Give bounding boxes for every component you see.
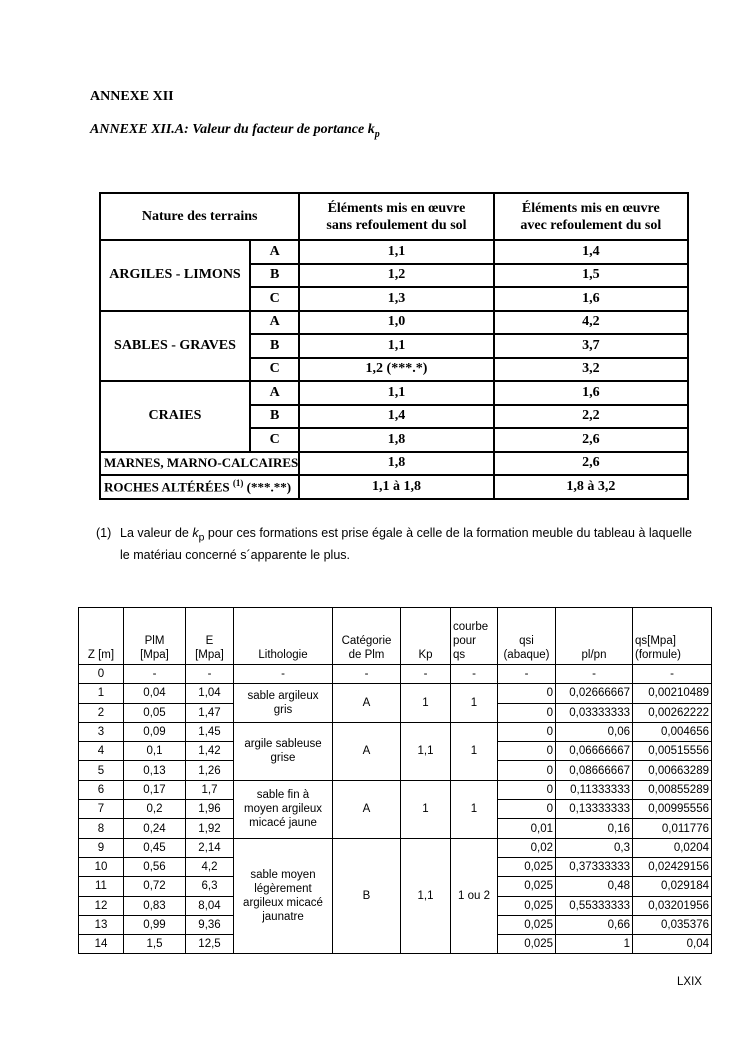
kp-value-sans: 1,1 [299, 240, 493, 264]
cell-lithologie [234, 780, 333, 838]
cell-qsi: 0,025 [498, 935, 556, 954]
cell-e: 1,7 [186, 780, 234, 799]
header-e-line1: E [205, 635, 214, 647]
lith-line: argile sableuse [244, 738, 322, 751]
kp-header-nature: Nature des terrains [100, 193, 299, 240]
kp-header-sans-line2: sans refoulement du sol [326, 217, 467, 233]
cell-pim: 0,1 [124, 742, 186, 761]
cell-categorie: A [333, 780, 401, 838]
cell-categorie: - [333, 665, 401, 684]
cell-qs: 0,00210489 [633, 684, 712, 703]
page-number: LXIX [677, 976, 702, 988]
cell-qs: 0,011776 [633, 819, 712, 838]
kp-category: B [250, 334, 299, 358]
cell-courbe: 1 [451, 684, 498, 723]
cell-z: 13 [79, 915, 124, 934]
kp-value-avec: 1,5 [494, 264, 688, 288]
cell-lithologie [234, 838, 333, 954]
cell-pim: 0,24 [124, 819, 186, 838]
cell-kp: 1 [401, 780, 451, 838]
lith-line: argileux micacé [243, 897, 323, 910]
cell-courbe: 1 ou 2 [451, 838, 498, 954]
header-categorie [333, 608, 401, 665]
header-e-line2: [Mpa] [195, 649, 224, 661]
cell-e: 1,42 [186, 742, 234, 761]
kp-value-avec: 1,8 à 3,2 [494, 475, 688, 499]
cell-qsi: 0 [498, 703, 556, 722]
header-qs [633, 608, 712, 665]
cell-pim: 0,99 [124, 915, 186, 934]
header-qs-line2: (formule) [635, 649, 682, 661]
kp-value-avec: 3,7 [494, 334, 688, 358]
kp-value-sans: 1,1 [299, 334, 493, 358]
footnote-text-before: La valeur de [120, 526, 193, 540]
cell-kp: 1 [401, 684, 451, 723]
header-courbe-line3: qs [453, 649, 466, 661]
lith-line: sable argileux [247, 690, 319, 703]
cell-pim: 0,04 [124, 684, 186, 703]
cell-pim: 0,05 [124, 703, 186, 722]
table-row [79, 780, 712, 799]
header-e [186, 608, 234, 665]
cell-categorie: B [333, 838, 401, 954]
cell-qs: 0,03201956 [633, 896, 712, 915]
cell-qs: 0,004656 [633, 722, 712, 741]
footnote-number: (1) [96, 526, 112, 540]
cell-qs: 0,00855289 [633, 780, 712, 799]
annex-subtitle-subscript: p [374, 128, 380, 140]
annex-subtitle [90, 122, 380, 140]
cell-qsi: 0,025 [498, 877, 556, 896]
cell-e: 1,92 [186, 819, 234, 838]
header-kp: Kp [401, 608, 451, 665]
kp-group-name: ARGILES - LIMONS [100, 240, 250, 311]
cell-qsi: 0,025 [498, 896, 556, 915]
header-categorie-line1: Catégorie [341, 635, 392, 647]
kp-category: A [250, 381, 299, 405]
header-qsi [498, 608, 556, 665]
kp-roches-name [100, 475, 299, 499]
cell-plpn: 0,55333333 [556, 896, 633, 915]
cell-pim: 0,56 [124, 857, 186, 876]
cell-qs: 0,00515556 [633, 742, 712, 761]
cell-qs: 0,00262222 [633, 703, 712, 722]
kp-header-row [100, 193, 688, 240]
header-pim [124, 608, 186, 665]
lith-line: moyen argileux [244, 803, 322, 816]
kp-category: C [250, 428, 299, 452]
cell-pim: 0,2 [124, 800, 186, 819]
header-courbe-line1: courbe [453, 621, 489, 633]
cell-plpn: 0,48 [556, 877, 633, 896]
cell-pim: 0,83 [124, 896, 186, 915]
footnote-k-sub: p [198, 532, 205, 544]
cell-e: 1,04 [186, 684, 234, 703]
cell-qsi: 0,025 [498, 915, 556, 934]
cell-plpn: 0,13333333 [556, 800, 633, 819]
footnote-k: k [192, 526, 199, 540]
cell-pim: - [124, 665, 186, 684]
kp-value-avec: 2,6 [494, 452, 688, 476]
kp-value-sans: 1,4 [299, 405, 493, 429]
kp-value-sans: 1,8 [299, 452, 493, 476]
kp-header-sans [299, 193, 493, 240]
cell-qs: 0,00995556 [633, 800, 712, 819]
cell-categorie: A [333, 722, 401, 780]
cell-pim: 0,13 [124, 761, 186, 780]
cell-e: 8,04 [186, 896, 234, 915]
cell-qsi: 0,025 [498, 857, 556, 876]
cell-e: 2,14 [186, 838, 234, 857]
lith-line: micacé jaune [249, 817, 317, 830]
cell-e: - [186, 665, 234, 684]
cell-e: 9,36 [186, 915, 234, 934]
cell-plpn: 0,06 [556, 722, 633, 741]
kp-value-sans: 1,8 [299, 428, 493, 452]
kp-value-avec: 2,6 [494, 428, 688, 452]
annex-subtitle-text: ANNEXE XII.A: Valeur du facteur de portance k [90, 122, 375, 137]
table-row [79, 838, 712, 857]
cell-z: 14 [79, 935, 124, 954]
kp-row [100, 240, 688, 264]
cell-e: 4,2 [186, 857, 234, 876]
cell-plpn: 0,3 [556, 838, 633, 857]
header-qsi-line1: qsi [519, 635, 534, 647]
kp-value-sans: 1,2 (***.*) [299, 358, 493, 382]
cell-e: 6,3 [186, 877, 234, 896]
cell-qsi: 0,02 [498, 838, 556, 857]
cell-plpn: 0,08666667 [556, 761, 633, 780]
kp-roches-label: ROCHES ALTÉRÉES [104, 479, 230, 495]
kp-category: C [250, 287, 299, 311]
cell-kp: - [401, 665, 451, 684]
cell-categorie: A [333, 684, 401, 723]
cell-qsi: 0 [498, 722, 556, 741]
cell-plpn: 0,06666667 [556, 742, 633, 761]
cell-qs: 0,00663289 [633, 761, 712, 780]
header-courbe-line2: pour [453, 635, 477, 647]
cell-z: 10 [79, 857, 124, 876]
kp-value-sans: 1,1 à 1,8 [299, 475, 493, 499]
cell-qsi: 0 [498, 780, 556, 799]
header-z: Z [m] [79, 608, 124, 665]
cell-plpn: 0,37333333 [556, 857, 633, 876]
cell-qsi: 0 [498, 800, 556, 819]
cell-z: 4 [79, 742, 124, 761]
pressiometer-table [78, 607, 712, 954]
cell-courbe: 1 [451, 780, 498, 838]
annex-title: ANNEXE XII [90, 89, 174, 104]
kp-value-avec: 1,4 [494, 240, 688, 264]
kp-row-marnes [100, 452, 688, 476]
footnote [96, 525, 692, 564]
cell-qs: 0,04 [633, 935, 712, 954]
kp-roches-footnote-ref: (1) [232, 478, 244, 489]
table-row [79, 665, 712, 684]
header-pim-line2: [Mpa] [140, 649, 169, 661]
cell-e: 1,26 [186, 761, 234, 780]
data-header-row [79, 608, 712, 665]
cell-pim: 1,5 [124, 935, 186, 954]
footnote-text [120, 525, 692, 564]
cell-qsi: 0 [498, 684, 556, 703]
cell-e: 1,45 [186, 722, 234, 741]
lith-line: grise [270, 752, 296, 765]
kp-category: C [250, 358, 299, 382]
cell-plpn: 0,02666667 [556, 684, 633, 703]
header-qsi-line2: (abaque) [503, 649, 550, 661]
header-courbe [451, 608, 498, 665]
header-lithologie: Lithologie [234, 608, 333, 665]
kp-header-sans-line1: Éléments mis en œuvre [327, 200, 466, 216]
cell-pim: 0,72 [124, 877, 186, 896]
cell-z: 11 [79, 877, 124, 896]
cell-qs: 0,02429156 [633, 857, 712, 876]
kp-value-avec: 4,2 [494, 311, 688, 335]
cell-z: 9 [79, 838, 124, 857]
cell-lithologie [234, 722, 333, 780]
cell-qs: 0,035376 [633, 915, 712, 934]
kp-category: B [250, 264, 299, 288]
kp-row [100, 311, 688, 335]
cell-e: 1,96 [186, 800, 234, 819]
kp-factor-table [99, 192, 689, 500]
cell-pim: 0,45 [124, 838, 186, 857]
kp-category: A [250, 240, 299, 264]
cell-plpn: 1 [556, 935, 633, 954]
cell-z: 5 [79, 761, 124, 780]
table-row [79, 722, 712, 741]
kp-roches-suffix: (***.**) [243, 479, 292, 495]
kp-value-sans: 1,0 [299, 311, 493, 335]
lith-line: légèrement [254, 883, 312, 896]
kp-value-sans: 1,1 [299, 381, 493, 405]
lith-line: gris [273, 704, 293, 717]
lith-line: jaunatre [262, 911, 304, 924]
kp-value-avec: 1,6 [494, 381, 688, 405]
kp-group-name: CRAIES [100, 381, 250, 452]
kp-value-avec: 3,2 [494, 358, 688, 382]
cell-e: 1,47 [186, 703, 234, 722]
cell-plpn: 0,16 [556, 819, 633, 838]
header-qs-line1: qs[Mpa] [635, 635, 676, 647]
kp-value-avec: 1,6 [494, 287, 688, 311]
kp-header-avec-line1: Éléments mis en œuvre [521, 200, 660, 216]
cell-z: 0 [79, 665, 124, 684]
cell-qs: - [633, 665, 712, 684]
lith-line: sable moyen [250, 869, 316, 882]
kp-row-roches [100, 475, 688, 499]
cell-kp: 1,1 [401, 838, 451, 954]
cell-z: 8 [79, 819, 124, 838]
cell-z: 2 [79, 703, 124, 722]
kp-group-name: SABLES - GRAVES [100, 311, 250, 382]
cell-plpn: 0,66 [556, 915, 633, 934]
cell-plpn: - [556, 665, 633, 684]
cell-qsi: 0,01 [498, 819, 556, 838]
cell-qsi: 0 [498, 742, 556, 761]
kp-category: B [250, 405, 299, 429]
kp-value-sans: 1,3 [299, 287, 493, 311]
cell-courbe: - [451, 665, 498, 684]
cell-z: 1 [79, 684, 124, 703]
cell-qs: 0,029184 [633, 877, 712, 896]
cell-qsi: - [498, 665, 556, 684]
cell-lithologie [234, 684, 333, 723]
cell-e: 12,5 [186, 935, 234, 954]
cell-plpn: 0,11333333 [556, 780, 633, 799]
cell-qsi: 0 [498, 761, 556, 780]
cell-pim: 0,09 [124, 722, 186, 741]
lith-line: sable fin à [256, 789, 310, 802]
cell-z: 7 [79, 800, 124, 819]
footnote-text-after: pour ces formations est prise égale à celle de la formation meuble du tableau à laquelle le matériau concerné s´apparente le plus. [120, 526, 692, 562]
cell-z: 12 [79, 896, 124, 915]
kp-row [100, 381, 688, 405]
cell-kp: 1,1 [401, 722, 451, 780]
cell-pim: 0,17 [124, 780, 186, 799]
cell-courbe: 1 [451, 722, 498, 780]
kp-category: A [250, 311, 299, 335]
cell-plpn: 0,03333333 [556, 703, 633, 722]
table-row [79, 684, 712, 703]
header-categorie-line2: de Plm [348, 649, 385, 661]
cell-z: 3 [79, 722, 124, 741]
cell-lithologie: - [234, 665, 333, 684]
kp-header-avec-line2: avec refoulement du sol [520, 217, 662, 233]
header-plpn: pl/pn [556, 608, 633, 665]
kp-header-avec [494, 193, 688, 240]
kp-value-avec: 2,2 [494, 405, 688, 429]
header-pim-line1: PlM [144, 635, 165, 647]
kp-value-sans: 1,2 [299, 264, 493, 288]
cell-z: 6 [79, 780, 124, 799]
kp-marnes-name: MARNES, MARNO-CALCAIRES [100, 452, 299, 476]
cell-qs: 0,0204 [633, 838, 712, 857]
